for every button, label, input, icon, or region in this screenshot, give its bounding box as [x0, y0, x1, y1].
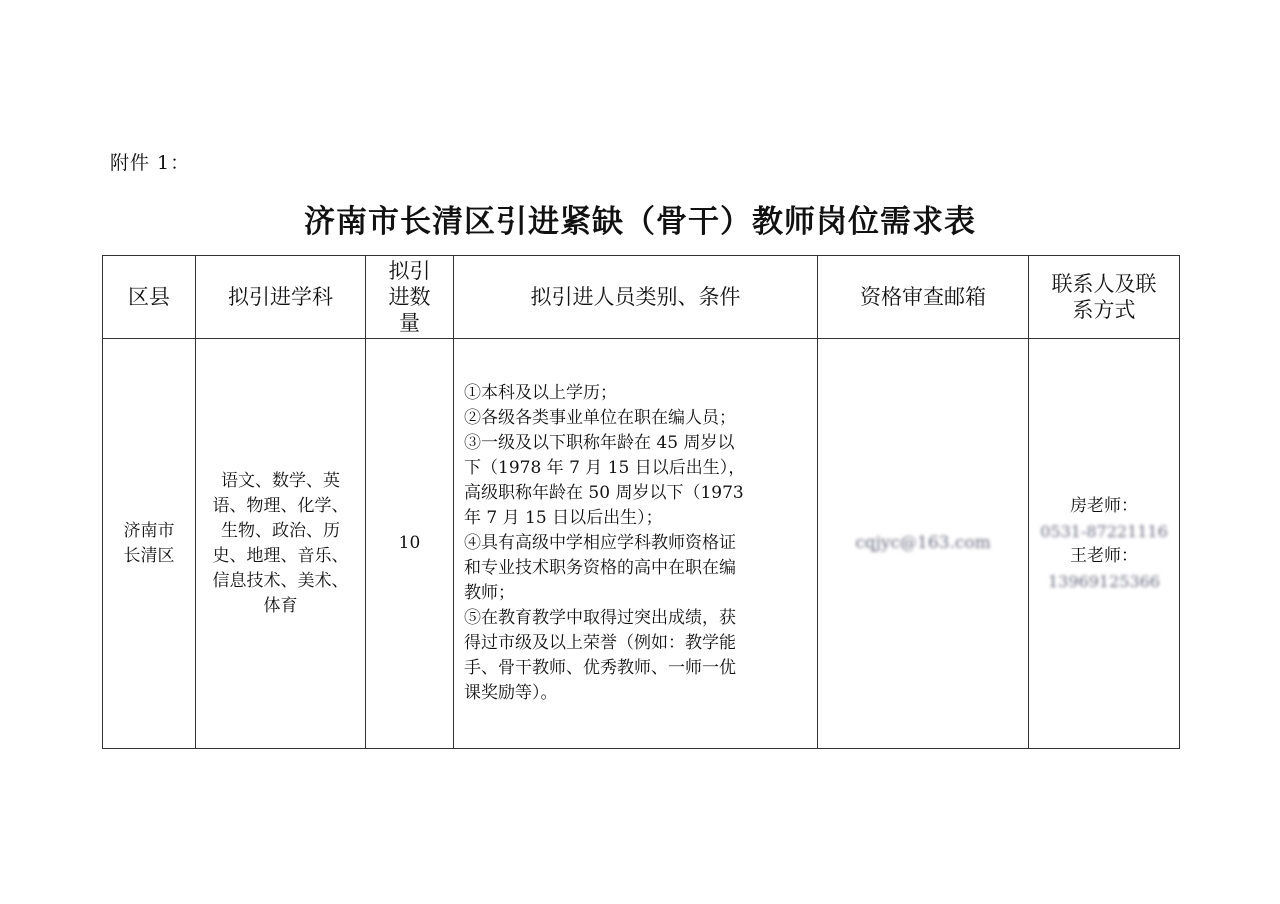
header-email: 资格审查邮箱: [818, 256, 1029, 339]
recruitment-table: [102, 255, 1180, 749]
email-address: cqjyc@163.com: [855, 533, 991, 553]
condition-line: 年 7 月 15 日以后出生）；: [464, 508, 663, 528]
condition-line: ④具有高级中学相应学科教师资格证: [464, 533, 736, 553]
condition-line: ①本科及以上学历；: [464, 383, 617, 403]
condition-line: 手、骨干教师、优秀教师、一师一优: [464, 658, 736, 678]
condition-line: 课奖励等）。: [464, 683, 558, 703]
cell-email: [818, 339, 1029, 749]
condition-line: 高级职称年龄在 50 周岁以下（1973: [464, 483, 744, 503]
table-header-row: [103, 256, 1180, 339]
header-subject: 拟引进学科: [196, 256, 366, 339]
cell-subjects: 语文、数学、英 语、物理、化学、 生物、政治、历 史、地理、音乐、 信息技术、美术、 体育: [196, 339, 366, 749]
condition-line: ②各级各类事业单位在职在编人员；: [464, 408, 736, 428]
attachment-label: 附件 1：: [110, 152, 191, 174]
cell-quantity: 10: [366, 339, 454, 749]
page-title: 济南市长清区引进紧缺（骨干）教师岗位需求表: [304, 204, 976, 240]
condition-line: 教师；: [464, 583, 515, 603]
condition-line: ③一级及以下职称年龄在 45 周岁以: [464, 433, 735, 453]
header-county: 区县: [103, 256, 196, 339]
header-contact: 联系人及联 系方式: [1029, 256, 1180, 339]
contact-phone-1: 0531-87221116: [1040, 521, 1168, 541]
contact-phone-2: 13969125366: [1048, 571, 1160, 591]
condition-line: 和专业技术职务资格的高中在职在编: [464, 558, 736, 578]
cell-county: 济南市 长清区: [103, 339, 196, 749]
contact-name-1: 房老师：: [1070, 495, 1138, 516]
table-row: [103, 339, 1180, 749]
cell-conditions: [454, 339, 818, 749]
contact-name-2: 王老师：: [1070, 545, 1138, 566]
condition-line: 得过市级及以上荣誉（例如：教学能: [464, 633, 736, 653]
condition-line: 下（1978 年 7 月 15 日以后出生），: [464, 458, 746, 478]
header-quantity: 拟引 进数 量: [366, 256, 454, 339]
cell-contact: [1029, 339, 1180, 749]
header-conditions: 拟引进人员类别、条件: [454, 256, 818, 339]
condition-line: ⑤在教育教学中取得过突出成绩，获: [464, 608, 736, 628]
